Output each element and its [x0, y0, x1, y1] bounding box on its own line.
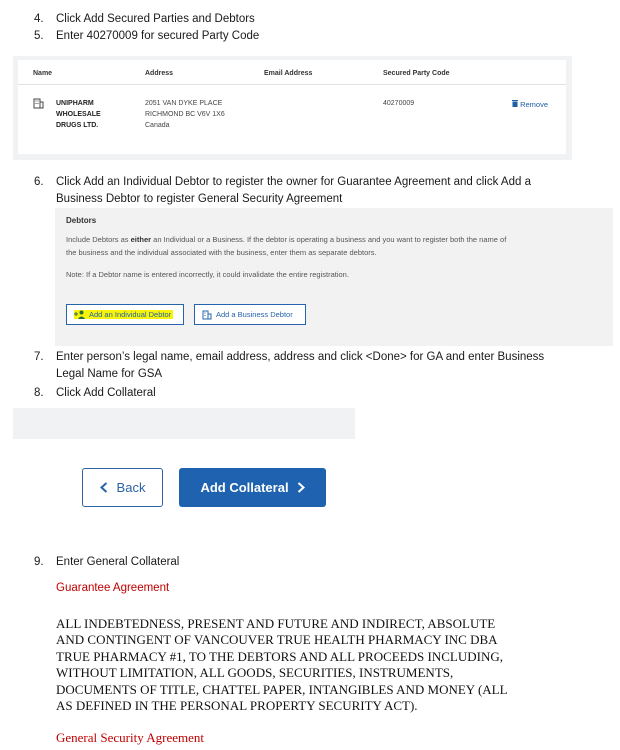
remove-button[interactable] — [512, 100, 548, 109]
remove-label: Remove — [520, 100, 549, 109]
party-name — [56, 98, 101, 131]
header-divider — [18, 84, 566, 85]
step-text-line2: Business Debtor to register General Security Agreement — [56, 193, 343, 205]
step-text: Enter 40270009 for secured Party Code — [56, 30, 260, 42]
step-number: 6. — [34, 176, 44, 188]
desc-line2: the business and the individual associated with the business, enter them as separate debtors. — [66, 248, 377, 257]
step-number: 7. — [34, 351, 44, 363]
step-number: 9. — [34, 556, 44, 568]
collateral-line: AS DEFINED IN THE PERSONAL PROPERTY SECURITY ACT). — [56, 698, 418, 714]
building-icon — [33, 96, 44, 114]
trash-icon — [512, 100, 518, 107]
gsa-heading: General Security Agreement — [56, 730, 204, 745]
desc-emphasis: either — [130, 235, 152, 244]
add-individual-label: Add an Individual Debtor — [89, 310, 172, 319]
col-header-code: Secured Party Code — [383, 70, 450, 77]
add-collateral-label: Add Collateral — [200, 480, 289, 495]
col-header-name: Name — [33, 70, 53, 77]
add-individual-debtor-button[interactable] — [66, 304, 184, 325]
step-text: Enter General Collateral — [56, 556, 180, 568]
add-business-debtor-button[interactable] — [194, 304, 306, 325]
party-name-line: UNIPHARM — [56, 100, 94, 107]
chevron-right-icon — [297, 482, 305, 493]
secured-parties-table — [18, 60, 566, 154]
collateral-line: DOCUMENTS OF TITLE, CHATTEL PAPER, INTANGIBLES AND MONEY (ALL — [56, 681, 508, 697]
add-person-icon — [74, 310, 86, 319]
collateral-line: WITHOUT LIMITATION, ALL GOODS, SECURITIES, INSTRUMENTS, — [56, 665, 454, 681]
step-text: Enter person’s legal name, email address, address and click <Done> for GA and enter Business — [56, 351, 545, 363]
add-business-label: Add a Business Debtor — [216, 310, 293, 319]
collateral-line: TRUE PHARMACY #1, TO THE DEBTORS AND ALL PROCEEDS INCLUDING, — [56, 648, 503, 664]
address-line: Canada — [145, 122, 170, 129]
step-text: Click Add Secured Parties and Debtors — [56, 13, 255, 25]
step-number: 5. — [34, 30, 44, 42]
step-number: 8. — [34, 387, 44, 399]
col-header-address: Address — [145, 70, 174, 77]
debtors-note: Note: If a Debtor name is entered incorrectly, it could invalidate the entire registration. — [66, 270, 349, 279]
highlight — [74, 310, 173, 319]
col-header-email: Email Address — [264, 70, 313, 77]
party-code: 40270009 — [383, 100, 415, 107]
address-line: RICHMOND BC V6V 1X6 — [145, 111, 225, 118]
debtors-title: Debtors — [66, 216, 97, 225]
add-collateral-button[interactable] — [179, 468, 326, 507]
desc-part: an Individual or a Business. If the debtor is operating a business and you want to register both the name of — [151, 235, 507, 244]
add-business-icon — [202, 310, 212, 320]
debtors-panel — [55, 208, 613, 346]
back-button[interactable] — [82, 468, 163, 507]
debtors-description — [66, 233, 506, 259]
desc-part: Include Debtors as — [66, 235, 131, 244]
collateral-line: ALL INDEBTEDNESS, PRESENT AND FUTURE AND INDIRECT, ABSOLUTE — [56, 616, 496, 631]
party-name-line: DRUGS LTD. — [56, 122, 99, 129]
collateral-description — [56, 616, 508, 714]
address-line: 2051 VAN DYKE PLACE — [145, 100, 223, 107]
guarantee-agreement-heading: Guarantee Agreement — [56, 582, 170, 594]
chevron-left-icon — [100, 482, 108, 493]
back-label: Back — [116, 480, 146, 495]
step-text-line2: Legal Name for GSA — [56, 368, 163, 380]
form-footer-bar — [13, 408, 355, 439]
party-name-line: WHOLESALE — [56, 111, 101, 118]
step-text: Click Add an Individual Debtor to register the owner for Guarantee Agreement and click Add a — [56, 176, 531, 188]
collateral-line: AND CONTINGENT OF VANCOUVER TRUE HEALTH PHARMACY INC DBA — [56, 632, 498, 648]
step-number: 4. — [34, 13, 44, 25]
step-text: Click Add Collateral — [56, 387, 156, 399]
party-address — [145, 98, 225, 131]
